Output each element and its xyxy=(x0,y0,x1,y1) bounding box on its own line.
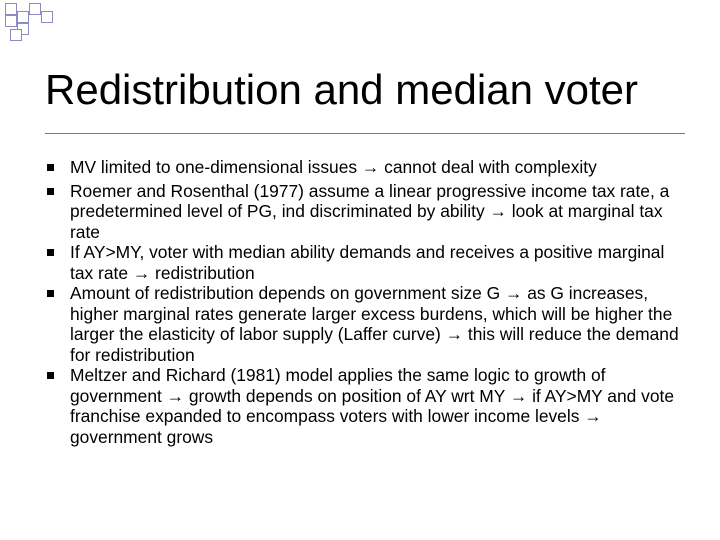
bullet-text: MV limited to one-dimensional issues → cannot deal with complexity xyxy=(70,157,597,177)
slide-title: Redistribution and median voter xyxy=(45,66,639,113)
bullet-square-icon xyxy=(47,290,54,297)
bullet-text: Meltzer and Richard (1981) model applies the same logic to growth of government → growth depends on position of AY wrt MY → if AY>MY and vote franchise expanded to encompass voters with lower income levels → government grows xyxy=(70,365,675,447)
bullet-item xyxy=(45,181,685,243)
bullet-square-icon xyxy=(47,188,54,195)
bullet-text: Amount of redistribution depends on government size G → as G increases, higher marginal rates generate larger excess burdens, which will be higher the larger the elasticity of labor supply (Laffer curve) → this will reduce the demand for redistribution xyxy=(70,283,679,365)
bullet-item xyxy=(45,157,685,178)
bullet-item xyxy=(45,242,685,283)
bullet-text: Roemer and Rosenthal (1977) assume a linear progressive income tax rate, a predetermined level of PG, ind discriminated by ability → look at marginal tax rate xyxy=(70,180,670,242)
bullet-square-icon xyxy=(47,164,54,171)
corner-square-pattern xyxy=(0,0,720,50)
bullet-list xyxy=(45,157,685,447)
bullet-text: If AY>MY, voter with median ability demands and receives a positive marginal tax rate → redistribution xyxy=(70,242,665,283)
bullet-square-icon xyxy=(47,372,54,379)
title-divider xyxy=(45,133,685,134)
bullet-item xyxy=(45,365,685,447)
bullet-item xyxy=(45,283,685,365)
bullet-square-icon xyxy=(47,249,54,256)
